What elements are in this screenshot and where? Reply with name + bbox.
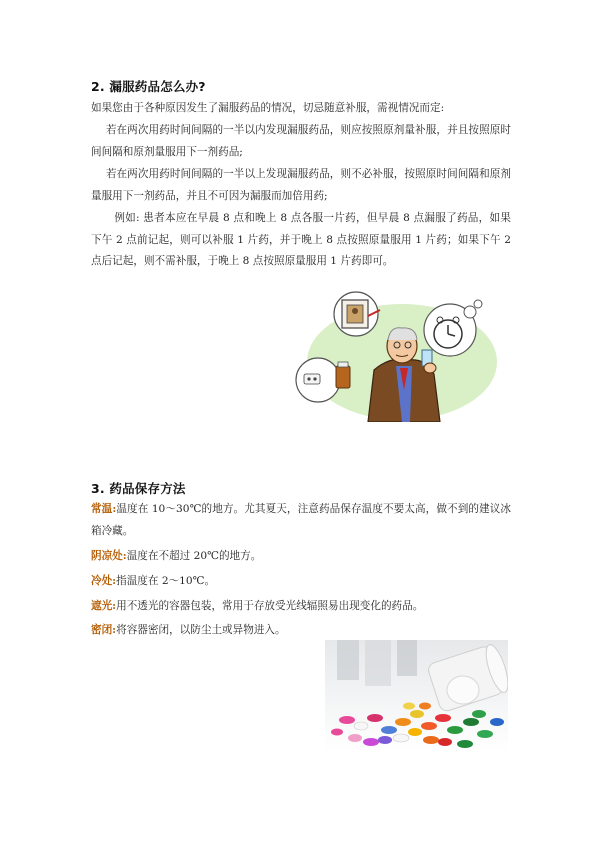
storage-item-sealed [91, 622, 286, 637]
storage-description: 温度在 10～30℃的地方。尤其夏天，注意药品保存温度不要太高，做不到的建议冰箱冷藏。 [91, 503, 511, 537]
pills-icon [325, 640, 508, 752]
storage-term: 冷处: [91, 575, 117, 587]
storage-term: 阴凉处: [91, 550, 127, 562]
section-2-rule-1: 若在两次用药时间间隔的一半以内发现漏服药品，则应按照原剂量补服，并且按照原时间间隔和原剂量服用下一剂药品; [91, 124, 511, 158]
storage-description: 将容器密闭，以防尘土或异物进入。 [116, 624, 286, 636]
storage-term: 常温: [91, 503, 117, 515]
storage-item-cool-place [91, 548, 261, 563]
section-2-example: 例如: 患者本应在早晨 8 点和晚上 8 点各服一片药，但早晨 8 点漏服了药品，如果下午 2 点前记起，则可以补服 1 片药，并于晚上 8 点按照原量服用 1 片药；如果下午 2 点后记起，则不需补服，于晚上 8 点按照原量服用 1 片药即可。 [91, 212, 511, 267]
storage-term: 遮光: [91, 600, 117, 612]
section-2-intro: 如果您由于各种原因发生了漏服药品的情况，切忌随意补服，需视情况而定: [91, 102, 445, 114]
section-3-heading: 3. 药品保存方法 [91, 481, 186, 496]
storage-description: 温度在不超过 20℃的地方。 [126, 550, 262, 562]
forgot-medicine-illustration [290, 290, 500, 422]
storage-description: 用不透光的容器包装，常用于存放受光线辐照易出现变化的药品。 [116, 600, 424, 612]
section-2-heading: 2. 漏服药品怎么办? [91, 79, 206, 94]
storage-term: 密闭: [91, 624, 117, 636]
storage-item-cold-place [91, 573, 215, 588]
old-man-icon [290, 290, 500, 422]
storage-description: 指温度在 2～10℃。 [116, 575, 216, 587]
pills-photo [325, 640, 508, 752]
storage-item-room-temp [91, 499, 511, 542]
section-2-rule-2: 若在两次用药时间间隔的一半以上发现漏服药品，则不必补服，按照原时间间隔和原剂量服用下一剂药品，并且不可因为漏服而加倍用药; [91, 168, 511, 202]
storage-item-light-shielded [91, 598, 423, 613]
